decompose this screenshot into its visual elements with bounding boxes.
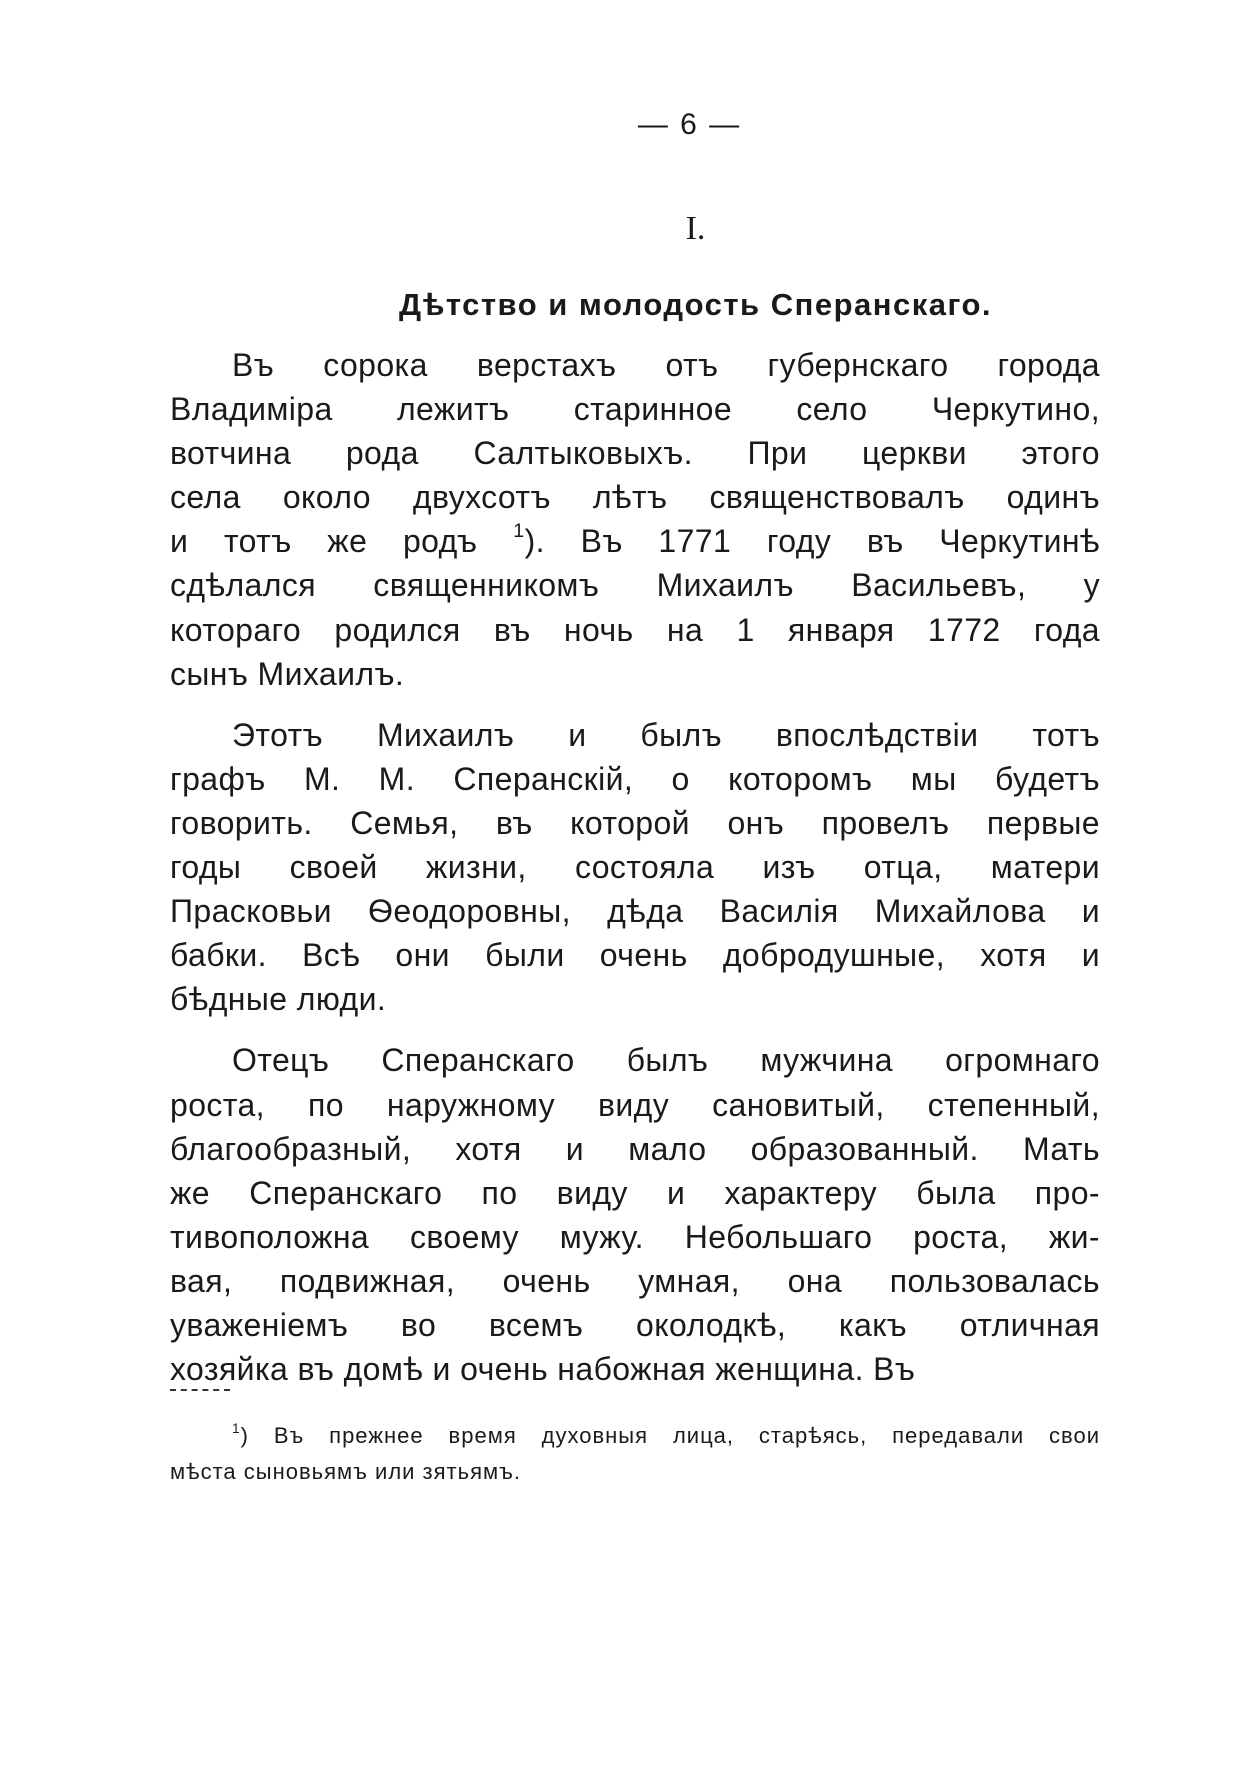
text-fragment: и тотъ же родъ xyxy=(170,523,478,560)
footnote-reference[interactable]: 1 xyxy=(513,520,525,543)
paragraph-gap xyxy=(170,1021,1100,1038)
footnote-divider xyxy=(170,1389,230,1391)
footnote-text: ) Въ прежнее время духовныя лица, старѣясь, передавали свои xyxy=(240,1423,1100,1448)
text-line: Владиміра лежитъ старинное село Черкутино, xyxy=(170,391,1100,428)
paragraph-1 xyxy=(170,343,1100,696)
text-line: роста, по наружному виду сановитый, степенный, xyxy=(170,1086,1100,1123)
text-line: годы своей жизни, состояла изъ отца, матери xyxy=(170,849,1100,886)
footnote-marker: 1 xyxy=(232,1420,241,1436)
text-line: благообразный, хотя и мало образованный. Мать xyxy=(170,1130,1100,1167)
text-line: бабки. Всѣ они были очень добродушные, хотя и xyxy=(170,937,1100,974)
text-line: же Сперанскаго по виду и характеру была про- xyxy=(170,1174,1100,1211)
text-line: Отецъ Сперанскаго былъ мужчина огромнаго xyxy=(232,1042,1100,1079)
text-line: Въ сорока верстахъ отъ губернскаго города xyxy=(232,347,1100,383)
text-line-with-footnote xyxy=(170,519,1100,563)
text-line: говорить. Семья, въ которой онъ провелъ первые xyxy=(170,804,1100,841)
text-line: хозяйка въ домѣ и очень набожная женщина. Въ xyxy=(170,1351,916,1388)
text-line: сынъ Михаилъ. xyxy=(170,655,405,692)
text-line: бѣдные люди. xyxy=(170,981,387,1018)
text-fragment: ). Въ 1771 году въ Черкутинѣ xyxy=(524,523,1101,560)
text-line: Этотъ Михаилъ и былъ впослѣдствіи тотъ xyxy=(232,716,1100,753)
paragraph-3 xyxy=(170,1038,1100,1391)
text-line: села около двухсотъ лѣтъ священствовалъ одинъ xyxy=(170,479,1100,516)
paragraph-gap xyxy=(170,696,1100,713)
text-line: уваженіемъ во всемъ околодкѣ, какъ отличная xyxy=(170,1306,1100,1343)
page-number: — 6 — xyxy=(637,108,742,141)
text-line: сдѣлался священникомъ Михаилъ Васильевъ, у xyxy=(170,567,1100,604)
text-line: графъ М. М. Сперанскій, о которомъ мы будетъ xyxy=(170,760,1100,797)
text-line: вая, подвижная, очень умная, она пользовалась xyxy=(170,1262,1100,1299)
paragraph-2 xyxy=(170,713,1100,1022)
chapter-numeral: I. xyxy=(685,210,706,247)
body-text xyxy=(170,343,1100,1391)
footnote xyxy=(170,1418,1100,1490)
text-line: тивоположна своему мужу. Небольшаго роста, жи- xyxy=(170,1218,1100,1255)
chapter-title: Дѣтство и молодость Сперанскаго. xyxy=(398,287,993,322)
footnote-line: мѣста сыновьямъ или зятьямъ. xyxy=(170,1459,521,1484)
text-line: вотчина рода Салтыковыхъ. При церкви этого xyxy=(170,435,1100,472)
footnote-line xyxy=(170,1418,1100,1454)
text-line: котораго родился въ ночь на 1 января 1772 года xyxy=(170,611,1100,648)
text-line: Прасковьи Ѳеодоровны, дѣда Василія Михайлова и xyxy=(170,893,1100,930)
